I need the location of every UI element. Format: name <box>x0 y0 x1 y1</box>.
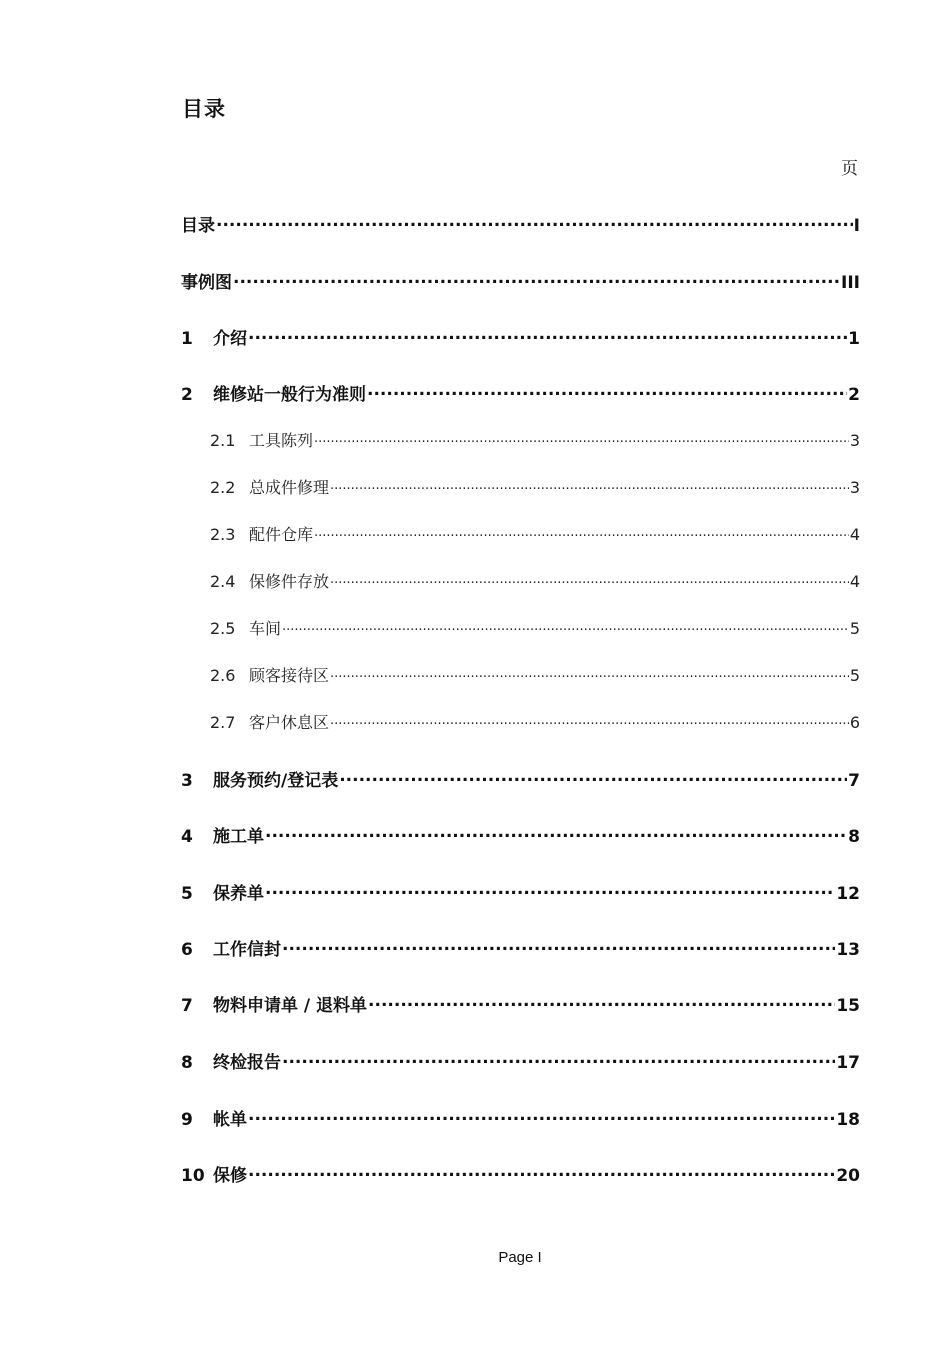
toc-entry-number: 2 <box>181 385 193 405</box>
toc-entry-page: 5 <box>849 666 860 685</box>
toc-entry[interactable] <box>181 1105 860 1130</box>
toc-entry[interactable] <box>181 268 860 293</box>
toc-entry-text: 维修站一般行为准则 <box>213 385 366 405</box>
toc-entry-page: 13 <box>836 940 860 960</box>
toc-entry-text: 工具陈列 <box>249 431 314 450</box>
toc-entry-page: 3 <box>849 431 860 450</box>
toc-entry[interactable] <box>181 1161 860 1186</box>
toc-entry[interactable] <box>181 380 860 405</box>
toc-entry-page: 2 <box>848 385 860 405</box>
toc-entry-text: 客户休息区 <box>249 713 330 732</box>
page-title: 目录 <box>182 97 226 121</box>
toc-entry-number: 9 <box>181 1110 193 1130</box>
toc-entry[interactable] <box>181 879 860 904</box>
toc-leader <box>248 1108 835 1125</box>
toc-entry[interactable] <box>181 211 860 236</box>
toc-entry-text: 工作信封 <box>213 940 281 960</box>
toc-leader <box>330 712 849 728</box>
toc-leader <box>248 327 847 344</box>
toc-entry-number: 10 <box>181 1166 205 1186</box>
toc-entry-page: 5 <box>849 619 860 638</box>
toc-entry[interactable] <box>210 569 860 592</box>
toc-entry-number: 2.3 <box>210 525 236 544</box>
toc-entry-text: 服务预约/登记表 <box>213 771 339 791</box>
toc-entry-number: 2.1 <box>210 431 236 450</box>
toc-entry[interactable] <box>210 428 860 451</box>
toc-entry[interactable] <box>181 1048 860 1073</box>
toc-leader <box>282 1051 835 1068</box>
toc-entry-text: 保修件存放 <box>249 572 330 591</box>
toc-leader <box>330 571 849 587</box>
page-footer: Page I <box>498 1249 542 1266</box>
toc-entry-text: 终检报告 <box>213 1053 281 1073</box>
toc-entry-page: 17 <box>836 1053 860 1073</box>
toc-entry[interactable] <box>210 663 860 686</box>
toc-entry-page: 4 <box>849 572 860 591</box>
toc-entry-text: 物料申请单 / 退料单 <box>213 996 368 1016</box>
toc-leader <box>367 383 847 400</box>
toc-entry-page: 6 <box>849 713 860 732</box>
toc-leader <box>216 214 853 231</box>
toc-entry-text: 施工单 <box>213 827 264 847</box>
page-column-label: 页 <box>841 159 858 179</box>
toc-entry-number: 8 <box>181 1053 193 1073</box>
toc-entry-number: 6 <box>181 940 193 960</box>
toc-entry-page: 20 <box>836 1166 860 1186</box>
toc-entry[interactable] <box>181 991 860 1016</box>
toc-entry[interactable] <box>181 822 860 847</box>
toc-leader <box>265 882 835 899</box>
toc-entry-number: 1 <box>181 329 193 349</box>
toc-entry[interactable] <box>210 475 860 498</box>
toc-leader <box>265 825 847 842</box>
toc-entry-text: 车间 <box>249 619 282 638</box>
toc-entry-page: 8 <box>848 827 860 847</box>
toc-entry-text: 保养单 <box>213 884 264 904</box>
toc-entry-number: 5 <box>181 884 193 904</box>
toc-entry[interactable] <box>181 766 860 791</box>
toc-entry[interactable] <box>210 522 860 545</box>
toc-entry-text: 配件仓库 <box>249 525 314 544</box>
toc-entry-page: 3 <box>849 478 860 497</box>
toc-leader <box>233 271 840 288</box>
toc-entry[interactable] <box>210 710 860 733</box>
toc-entry-text: 目录 <box>181 216 215 236</box>
toc-entry-number: 2.6 <box>210 666 236 685</box>
toc-entry-text: 介绍 <box>213 329 247 349</box>
toc-entry[interactable] <box>210 616 860 639</box>
toc-leader <box>248 1164 835 1181</box>
toc-entry-number: 7 <box>181 996 193 1016</box>
toc-entry-text: 顾客接待区 <box>249 666 330 685</box>
toc-entry-number: 2.4 <box>210 572 236 591</box>
toc-entry-page: 7 <box>848 771 860 791</box>
toc-leader <box>339 769 847 786</box>
toc-entry-page: 12 <box>836 884 860 904</box>
toc-entry-page: I <box>853 216 860 236</box>
toc-leader <box>330 665 849 681</box>
toc-entry-number: 4 <box>181 827 193 847</box>
toc-entry[interactable] <box>181 324 860 349</box>
toc-entry-page: 18 <box>836 1110 860 1130</box>
toc-leader <box>314 430 849 446</box>
toc-entry-number: 2.2 <box>210 478 236 497</box>
toc-leader <box>330 477 849 493</box>
toc-entry-page: III <box>841 273 860 293</box>
toc-leader <box>282 938 835 955</box>
toc-entry-page: 15 <box>836 996 860 1016</box>
toc-entry-number: 2.5 <box>210 619 236 638</box>
toc-entry-number: 2.7 <box>210 713 236 732</box>
toc-leader <box>314 524 849 540</box>
toc-entry[interactable] <box>181 935 860 960</box>
toc-entry-page: 4 <box>849 525 860 544</box>
toc-entry-text: 事例图 <box>181 273 232 293</box>
toc-entry-page: 1 <box>848 329 860 349</box>
toc-entry-text: 保修 <box>213 1166 247 1186</box>
toc-entry-number: 3 <box>181 771 193 791</box>
toc-entry-text: 总成件修理 <box>249 478 330 497</box>
toc-entry-text: 帐单 <box>213 1110 247 1130</box>
toc-leader <box>368 994 835 1011</box>
toc-leader <box>282 618 849 634</box>
